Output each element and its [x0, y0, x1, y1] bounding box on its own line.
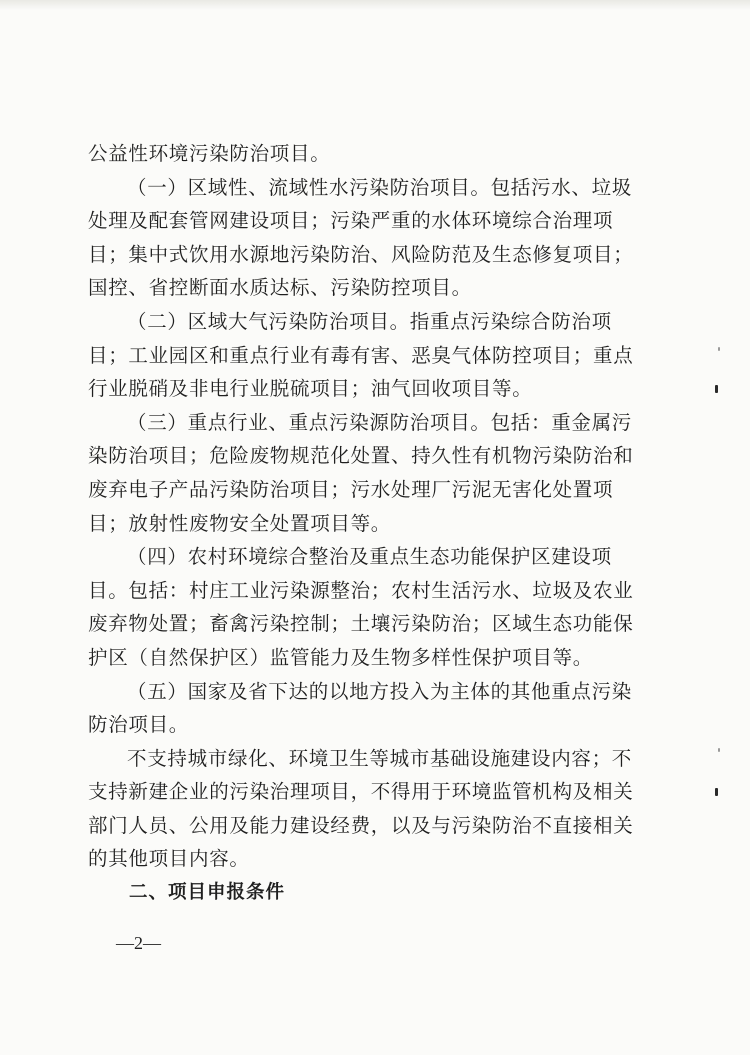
paragraph-water-pollution: （一）区域性、流域性水污染防治项目。包括污水、垃圾处理及配套管网建设项目；污染严重的水体环境综合治理项目；集中式饮用水源地污染防治、风险防范及生态修复项目；国控、省控断面水质达标、污染防控项目。	[88, 175, 634, 300]
scan-speck	[715, 788, 718, 796]
paragraph-air-pollution: （二）区域大气污染防治项目。指重点污染综合防治项目；工业园区和重点行业有毒有害、恶臭气体防控项目；重点行业脱硝及非电行业脱硫项目；油气回收项目等。	[88, 309, 634, 401]
paragraph-rural-environment: （四）农村环境综合整治及重点生态功能保护区建设项目。包括：村庄工业污染源整治；农村生活污水、垃圾及农业废弃物处置；畜禽污染控制；土壤污染防治；区域生态功能保护区（自然保护区）监管能力及生物多样性保护项目等。	[88, 545, 634, 669]
paragraph-industry-pollution: （三）重点行业、重点污染源防治项目。包括：重金属污染防治项目；危险废物规范化处置、持久性有机物污染防治和废弃电子产品污染防治项目；污水处理厂污泥无害化处置项目；放射性废物安全处置项目等。	[88, 410, 634, 535]
section-heading: 二、项目申报条件	[129, 882, 286, 904]
scan-speck	[715, 385, 718, 393]
paragraph-intro: 公益性环境污染防治项目。	[88, 142, 331, 165]
scan-speck	[718, 748, 720, 752]
page-number: —2—	[116, 933, 161, 953]
paragraph-not-supported: 不支持城市绿化、环境卫生等城市基础设施建设内容；不支持新建企业的污染治理项目，不得用于环境监管机构及相关部门人员、公用及能力建设经费，以及与污染防治不直接相关的其他项目内容。	[88, 746, 634, 871]
paragraph-other-projects: （五）国家及省下达的以地方投入为主体的其他重点污染防治项目。	[88, 679, 633, 737]
document-body	[88, 137, 643, 910]
scan-speck	[718, 347, 720, 351]
scan-edge-shadow	[0, 0, 750, 10]
